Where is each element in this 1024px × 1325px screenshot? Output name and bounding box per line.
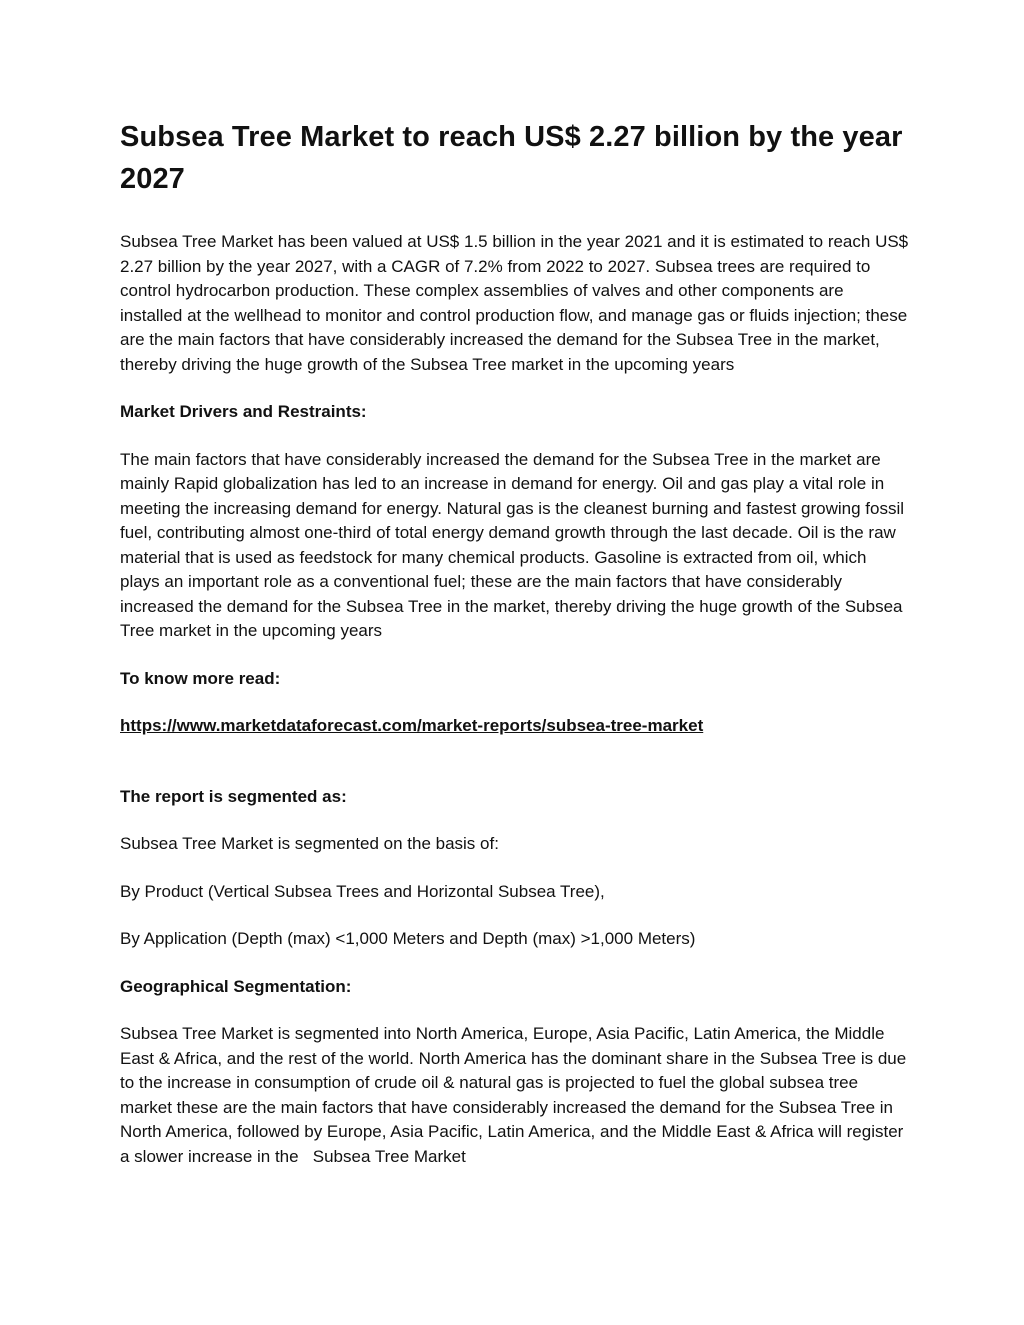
segmented-intro: Subsea Tree Market is segmented on the basis of: <box>120 834 499 853</box>
intro-paragraph: Subsea Tree Market has been valued at US$ 1.5 billion in the year 2021 and it is estimated to reach US$ 2.27 billion by the year 2027, with a CAGR of 7.2% from 2022 to 2027. Subsea trees are required to control hydrocarbon production. These complex assemblies of valves and other components are installed at the wellhead to monitor and control production flow, and manage gas or fluids injection; these are the main factors that have considerably increased the demand for the Subsea Tree in the market, thereby driving the huge growth of the Subsea Tree market in the upcoming years <box>120 232 909 374</box>
document-title: Subsea Tree Market to reach US$ 2.27 billion by the year 2027 <box>120 121 903 195</box>
drivers-heading: Market Drivers and Restraints: <box>120 402 367 421</box>
document-page <box>120 116 910 1192</box>
know-more-heading: To know more read: <box>120 668 281 688</box>
by-product-text: By Product (Vertical Subsea Trees and Horizontal Subsea Tree), <box>120 881 605 901</box>
report-link[interactable]: https://www.marketdataforecast.com/market-reports/subsea-tree-market <box>120 716 704 735</box>
by-application-text: By Application (Depth (max) <1,000 Meters and Depth (max) >1,000 Meters) <box>120 929 696 948</box>
segmented-heading: The report is segmented as: <box>120 786 347 806</box>
drivers-paragraph: The main factors that have considerably increased the demand for the Subsea Tree in the market are mainly Rapid globalization has led to an increase in demand for energy. Oil and gas play a vital role in meeting the increasing demand for energy. Natural gas is the cleanest burning and fastest growing fossil fuel, contributing almost one-third of total energy demand growth through the last decade. Oil is the raw material that is used as feedstock for many chemical products. Gasoline is extracted from oil, which plays an important role as a conventional fuel; these are the main factors that have considerably increased the demand for the Subsea Tree in the market, thereby driving the huge growth of the Subsea Tree market in the upcoming years <box>120 449 905 640</box>
link-container <box>120 714 910 762</box>
geo-heading: Geographical Segmentation: <box>120 976 352 996</box>
geo-paragraph: Subsea Tree Market is segmented into North America, Europe, Asia Pacific, Latin America, the Middle East & Africa, and the rest of the world. North America has the dominant share in the Subsea Tree is due to the increase in consumption of crude oil & natural gas is projected to fuel the global subsea tree market these are the main factors that have considerably increased the demand for the Subsea Tree in North America, followed by Europe, Asia Pacific, Latin America, and the Middle East & Africa will register a slower increase in the Subsea Tree Market <box>120 1024 911 1166</box>
